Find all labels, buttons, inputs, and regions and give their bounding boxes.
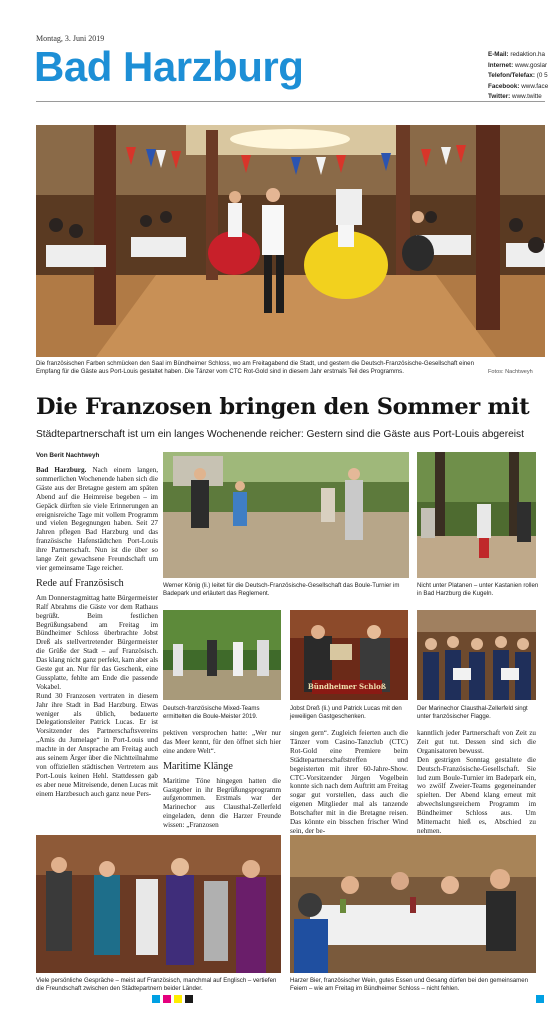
photo-celebration [290, 835, 536, 973]
contact-internet: Internet: www.goslar [488, 61, 548, 69]
contact-facebook: Facebook: www.face [488, 82, 548, 90]
caption-mixed-teams: Deutsch-französische Mixed-Teams ermittelten die Boule-Meister 2019. [163, 705, 260, 721]
photo-marine-choir [417, 610, 536, 700]
article-subheadline: Städtepartnerschaft ist um ein langes Wochenende reicher: Gestern sind die Gäste aus Port-Louis abgereist [36, 429, 524, 440]
paragraph: kanntlich jeder Partnerschaft von Zeit zu Zeit gut tut. Dessen sind sich die Organisatoren bewusst. [417, 729, 536, 755]
contact-phone: Telefon/Telefax: (0 5 [488, 72, 548, 80]
article-byline: Von Berit Nachtweyh [36, 452, 100, 459]
print-mark-magenta [163, 995, 171, 1003]
paragraph: Bad Harzburg. Nach einem langen, sommerlichen Wochenende haben sich die Gäste aus der Bretagne gestern am späten Abend auf die Heimreise begeben – im Gepäck dürften sie viele Erinnerungen an ereignisreiche Tage mit vollem Programm und vielen Begegnungen haben. Seit 27 Jahren pflegen Bad Harzburg und das französische Hafenstädtchen Port-Louis ihre Partnerschaft. Nun ist die über so lange Zeit gewachsene Freundschaft um vier gemeinsame Tage reicher. [36, 466, 158, 572]
photo-dance-hall [36, 125, 545, 357]
print-mark-black [185, 995, 193, 1003]
dateline: Bad Harzburg. [36, 466, 87, 474]
paragraph: singen gern“. Zugleich feierten auch die Tänzer vom Casino-Tanzclub (CTC) Rot-Gold eine Premiere beim Städtepartnerschaftstreffen und begeisterten mit ihrer 60-Jahre-Show. CTC-Vorsitzender Jürgen Vogelbein konnte sich nach dem Auftritt am Freitag sogar gut vorstellen, dass auch die eigenen Mitglieder mal als tanzende Botschafter mit in die Bretagne reisen. Das könnte ein bisschen frischer Wind sein, der be- [290, 729, 408, 835]
paragraph: Maritime Töne hingegen hatten die Gastgeber in ihr Begrüßungsprogramm aufgenommen. Erstmals war der Marinechor aus Clausthal-Zellerfeld eingeladen, denn die Harzer Freunde wissen: „Franzosen [163, 776, 281, 830]
photo-credit: Fotos: Nachtweyh [488, 369, 533, 375]
issue-date: Montag, 3. Juni 2019 [36, 34, 105, 43]
article-column-2 [163, 729, 281, 829]
print-mark-cyan [152, 995, 160, 1003]
article-column-1 [36, 466, 158, 826]
article-column-4 [417, 729, 536, 835]
paragraph: Rund 30 Franzosen vertraten in diesem Jahr ihre Stadt in Bad Harzburg. Etwas weniger als üblich, bedauerte Delegationsleiter Patrick Lucas. Er ist Vorsitzender des Partnerschaftsvereins „Amis du Jumelage“ in Port-Louis und machte in der Ansprache am Freitag auch aus seinem Ärger über die Nichtteilnahme von offiziellen städtischen Vertretern aus Port-Louis keinen Hehl. Stattdessen gab es aber neue Mitreisende, denen Lucas mit einem Harzbesuch auch ganz neue Pers- [36, 691, 158, 798]
photo-mixed-teams [163, 610, 281, 700]
photo-chestnut-trees [417, 452, 536, 578]
photo-boule-tournament [163, 452, 409, 578]
masthead-divider [36, 101, 545, 102]
print-mark-cyan-right [536, 995, 544, 1003]
print-mark-yellow [174, 995, 182, 1003]
article-headline: Die Franzosen bringen den Sommer mit [36, 394, 530, 420]
subheading: Rede auf Französisch [36, 577, 124, 589]
section-title: Bad Harzburg [34, 43, 304, 90]
caption-conversations: Viele persönliche Gespräche – meist auf Französisch, manchmal auf Englisch – vertiefen die Freundschaft zwischen den Städtepartnern beider Länder. [36, 977, 277, 993]
subheading: Maritime Klänge [163, 760, 233, 772]
article-column-3 [290, 729, 408, 835]
caption-boule: Werner König (li.) leitet für die Deutsch-Französische-Gesellschaft das Boule-Turnier im Badepark und erläutert das Reglement. [163, 582, 400, 598]
caption-celebration: Harzer Bier, französischer Wein, gutes Essen und Gesang dürfen bei den gemeinsamen Feiern – wie am Freitag im Bündheimer Schloss – nicht fehlen. [290, 977, 529, 993]
paragraph: Am Donnerstagmittag hatte Bürgermeister Ralf Abrahms die Gäste vor dem Rathaus begrüßt. Beim festlichen Begrüßungsabend am Freitag im Bündheimer Schloss überbrachte Jobst Dreß als stellvertretender Bürgermeister die Grüße der Stadt – auf Französisch. Das klang nicht ganz perfekt, kam aber als Geste gut an. Nur für das Geschenk, eine Gussplatte, fehlte am Ende die passende Vokabel. [36, 593, 158, 691]
caption-top-photo: Die französischen Farben schmücken den Saal im Bündheimer Schloss, wo am Freitagabend die Stadt, und gestern die Deutsch-Französische-Gesellschaft einen Empfang für die Gäste aus Port-Louis gestaltet haben. Die Tänzer vom CTC Rot-Gold sind in diesem Jahr erstmals Teil des Programms. [36, 360, 474, 376]
photo-conversations [36, 835, 281, 973]
paragraph: pektiven versprochen hatte: „Wer nur das Meer kennt, für den öffnet sich hier eine andere Welt“. [163, 729, 281, 755]
paragraph: Den gestrigen Sonntag gestaltete die Deutsch-Französische-Gesellschaft. Sie lud zum Boule-Turnier im Badepark ein, wo zwölf Zweier-Teams gegeneinander spielten. Der Abend klang erneut mit abwechslungsreichem Programm im Bündheimer Schloss aus. Um Mitternacht hieß es, Abschied zu nehmen. [417, 755, 536, 835]
gift-plaque-text: Bündheimer Schloß [307, 682, 387, 691]
contact-box [488, 50, 548, 103]
contact-email: E-Mail: redaktion.ha [488, 51, 546, 58]
caption-choir: Der Marinechor Clausthal-Zellerfeld singt unter französischer Flagge. [417, 705, 528, 721]
contact-twitter: Twitter: www.twitte [488, 93, 542, 101]
caption-platanen: Nicht unter Platanen – unter Kastanien rollen in Bad Harzburg die Kugeln. [417, 582, 539, 598]
caption-gifts: Jobst Dreß (li.) und Patrick Lucas mit den jeweiligen Gastgeschenken. [290, 705, 402, 721]
